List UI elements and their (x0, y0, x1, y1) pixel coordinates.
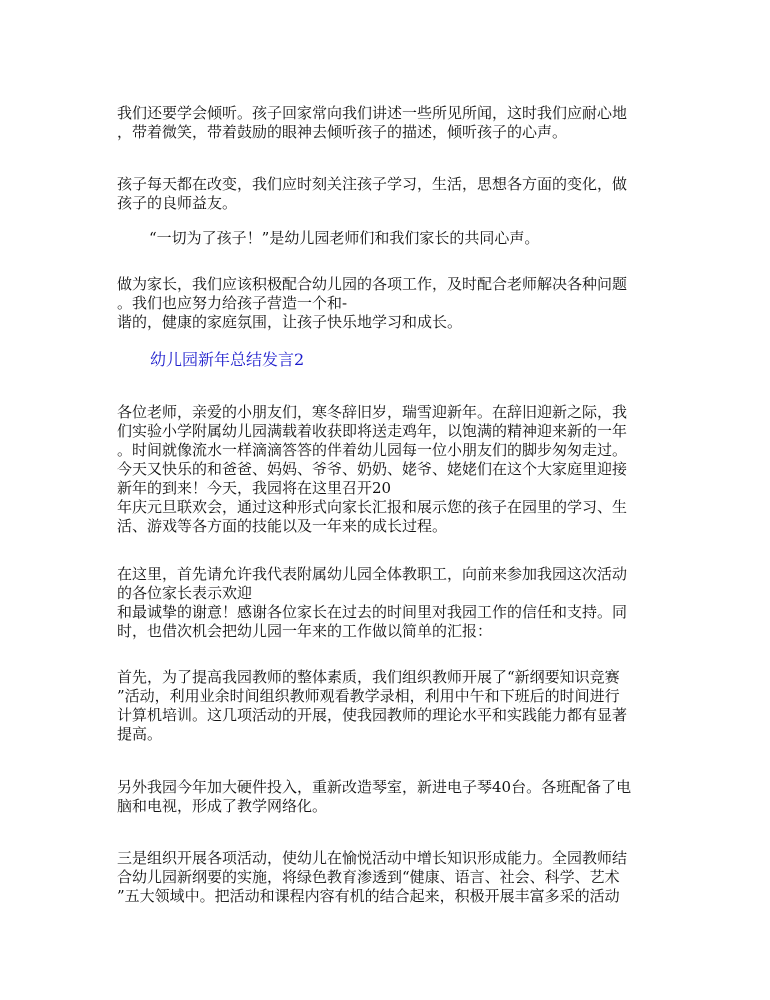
text-line: “一切为了孩子！”是幼儿园老师们和我们家长的共同心声。 (149, 229, 540, 247)
text-line: 我们还要学会倾听。孩子回家常向我们讲述一些所见所闻，这时我们应耐心地 (117, 104, 628, 122)
text-line: 孩子每天都在改变，我们应时刻关注孩子学习，生活，思想各方面的变化，做 (117, 175, 628, 193)
text-line: 提高。 (117, 725, 163, 743)
text-line: ”五大领域中。把活动和课程内容有机的结合起来，积极开展丰富多采的活动 (117, 887, 620, 905)
section-heading: 幼儿园新年总结发言2 (150, 350, 305, 369)
text-line: 时，也借次机会把幼儿园一年来的工作做以简单的汇报： (117, 622, 493, 640)
paragraph-hardware (117, 778, 657, 816)
paragraph-motto (117, 229, 657, 248)
text-line: 谐的，健康的家庭氛围，让孩子快乐地学习和成长。 (117, 313, 463, 331)
text-line: 。时间就像流水一样滴滴答答的伴着幼儿园每一位小朋友们的脚步匆匆走过。 (117, 441, 628, 459)
text-line: 年庆元旦联欢会，通过这种形式向家长汇报和展示您的孩子在园里的学习、生 (117, 498, 628, 516)
text-line: 在这里，首先请允许我代表附属幼儿园全体教职工，向前来参加我园这次活动 (117, 565, 628, 583)
paragraph-activities (117, 849, 657, 906)
text-line: 们实验小学附属幼儿园满载着收获即将送走鸡年，以饱满的精神迎来新的一年 (117, 422, 628, 440)
text-line: 各位老师，亲爱的小朋友们，寒冬辞旧岁，瑞雪迎新年。在辞旧迎新之际，我 (117, 403, 628, 421)
text-line: ”活动，利用业余时间组织教师观看教学录相，利用中午和下班后的时间进行 (117, 687, 620, 705)
text-line: 三是组织开展各项活动，使幼儿在愉悦活动中增长知识形成能力。全园教师结 (117, 849, 628, 867)
text-line: ，带着微笑，带着鼓励的眼神去倾听孩子的描述，倾听孩子的心声。 (117, 123, 568, 141)
text-line: 新年的到来！今天，我园将在这里召开20 (117, 479, 392, 497)
paragraph-greeting (117, 403, 657, 536)
text-line: 今天又快乐的和爸爸、妈妈、爷爷、奶奶、姥爷、姥姥们在这个大家庭里迎接 (117, 460, 628, 478)
text-line: 另外我园今年加大硬件投入，重新改造琴室，新进电子琴40台。各班配备了电 (117, 778, 632, 796)
paragraph-listening (117, 104, 657, 142)
paragraph-change (117, 175, 657, 213)
text-line: 活、游戏等各方面的技能以及一年来的成长过程。 (117, 517, 448, 535)
text-line: 和最诚挚的谢意！感谢各位家长在过去的时间里对我园工作的信任和支持。同 (117, 603, 628, 621)
text-line: 孩子的良师益友。 (117, 194, 238, 212)
text-line: 。我们也应努力给孩子营造一个和- (117, 294, 348, 312)
text-line: 的各位家长表示欢迎 (117, 584, 253, 602)
text-line: 脑和电视，形成了教学网络化。 (117, 797, 328, 815)
paragraph-teacher-training (117, 668, 657, 744)
text-line: 计算机培训。这几项活动的开展，使我园教师的理论水平和实践能力都有显著 (117, 706, 628, 724)
paragraph-welcome (117, 565, 657, 641)
paragraph-parents (117, 275, 657, 332)
text-line: 首先，为了提高我园教师的整体素质，我们组织教师开展了“新纲要知识竞赛 (117, 668, 620, 686)
text-line: 合幼儿园新纲要的实施，将绿色教育渗透到“健康、语言、社会、科学、艺术 (117, 868, 620, 886)
text-line: 做为家长，我们应该积极配合幼儿园的各项工作，及时配合老师解决各种问题 (117, 275, 628, 293)
